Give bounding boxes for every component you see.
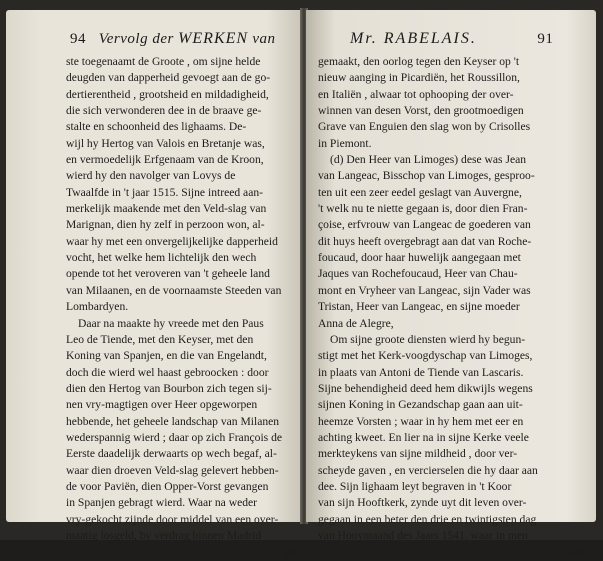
text-line: in Spanjen gebragt wierd. Waar na weder: [66, 496, 258, 510]
text-line: winnen van desen Vorst, den grootmoedigen: [318, 104, 524, 118]
right-page-number: 91: [537, 31, 554, 47]
text-line: van Milaanen, en de voornaamste Steeden van: [66, 283, 282, 297]
text-line: van sijn Hooftkerk, zynde uyt dit leven over-: [318, 496, 527, 510]
text-line: waar hy met een onvergelijkelijke dapperheid: [66, 234, 278, 248]
text-line: dee. Sijn lighaam leyt begraven in 't Koor: [318, 479, 512, 493]
text-line: ten uit een zeer eedel geslagt van Auvergne,: [318, 185, 522, 199]
text-line: aan: [569, 545, 586, 559]
text-line: Twaalfde in 't jaar 1515. Sijne intreed aan-: [66, 185, 264, 199]
text-line: waar dien droeven Veld-slag gelevert hebben-: [66, 463, 279, 477]
text-line: Leo de Tiende, met den Keyser, met den: [66, 332, 254, 346]
text-line: Koning van Spanjen, en die van Engelandt,: [66, 349, 267, 363]
text-line: Jaques van Rochefoucaud, Heer van Chau-: [318, 267, 518, 281]
text-line: en Italiën , alwaar tot ophooping der over-: [318, 87, 514, 101]
text-line: van Hooymaand des Jaars 1541. waar in men: [318, 528, 528, 542]
left-running-head-suffix: van: [252, 31, 276, 47]
text-line: deugden van dapperheid gevoegt aan de go-: [66, 71, 271, 85]
text-line: Grave van Enguien den slag won by Crisolles: [318, 120, 531, 134]
text-line: Om sijne groote diensten wierd hy begun-: [330, 332, 526, 346]
text-line: en vermoedelijk Erfgenaam van de Kroon,: [66, 153, 264, 167]
text-line: dit huys heeft overgebragt aan dat van Roche-: [318, 234, 532, 248]
right-running-head: [350, 30, 590, 52]
text-line: nen vry-magtigen over Heer opgeworpen: [66, 398, 258, 412]
text-line: merkteykens van sijne mildheid , door ver-: [318, 447, 518, 461]
text-line: gegaan in een beter den drie en twintigsten dag: [318, 512, 537, 526]
right-page: [306, 10, 596, 559]
text-line: opende tot het veroveren van 't geheele land: [66, 267, 270, 281]
text-line: ge-: [285, 545, 300, 559]
text-line: Marignan, dien hy zelf in perzoon won, al-: [66, 218, 265, 232]
text-line: wederspannig wierd ; daar op zich François de: [66, 430, 283, 444]
left-running-head: [70, 30, 300, 52]
text-line: in plaats van Antoni de Tiende van Lascaris.: [318, 365, 524, 379]
text-line: Eerste daadelijk derwaarts op wech begaf, al-: [66, 447, 277, 461]
text-line: sijnen Koning in Gezandschap gaan aan uit-: [318, 398, 523, 412]
left-running-head-title: WERKEN: [178, 30, 249, 47]
text-line: die sich verwonderen dee in de braave ge-: [66, 104, 262, 118]
text-line: Anna de Alegre,: [318, 316, 394, 330]
text-line: vocht, het welke hem lichtelijk den wech: [66, 251, 257, 265]
right-page-body: [318, 54, 590, 561]
text-line: ste toegenaamt de Groote , om sijne helde: [66, 55, 261, 68]
text-line: de voor Paviën, dien Opper-Vorst gevangen: [66, 479, 269, 493]
text-line: nieuw aanging in Picardiën, het Roussillon,: [318, 71, 520, 85]
text-line: wijl hy Hertog van Valois en Bretanje was,: [66, 136, 265, 150]
text-line: foucaud, door haar huwelijk aangegaan met: [318, 251, 521, 265]
text-line: vry-gekocht zijnde door middel van een over-: [66, 512, 279, 526]
text-line: maatig losgeld, by verdrag binnen Madrid: [66, 528, 262, 542]
text-line: Daar na maakte hy vreede met den Paus: [78, 316, 264, 330]
text-line: dien den Hertog van Bourbon zich tegen sij-: [66, 381, 272, 395]
text-line: Tristan, Heer van Langeac, en sijne moeder: [318, 300, 520, 314]
left-running-head-prefix: Vervolg der: [98, 31, 174, 47]
left-page-body: [66, 54, 304, 561]
text-line: Lombardyen.: [66, 300, 129, 314]
text-line: stigt met het Kerk-voogdyschap van Limoges,: [318, 349, 533, 363]
left-page-number: 94: [70, 31, 86, 47]
text-line: gemaakt, den oorlog tegen den Keyser op 't: [318, 55, 520, 68]
text-line: doch die wierd wel haast gebroocken : door: [66, 365, 269, 379]
text-line: wierd hy den navolger van Lovys de: [66, 169, 236, 183]
left-page: [6, 10, 302, 559]
text-line: merkelijk maakende met den Veld-slag van: [66, 202, 267, 216]
text-line: Sijne behendigheid deed hem dikwijls wegens: [318, 381, 533, 395]
text-line: (d) Den Heer van Limoges) dese was Jean: [330, 153, 527, 167]
text-line: dertierentheid , grootsheid en mildadigheid,: [66, 87, 269, 101]
text-line: mont en Vryheer van Langeac, sijn Vader was: [318, 283, 531, 297]
text-line: in Piemont.: [318, 136, 372, 150]
text-line: scheyde gaven , en vercierselen die hy daar aan: [318, 463, 538, 477]
text-line: 't welk nu te niette gegaan is, door dien Fran-: [318, 202, 528, 216]
text-line: van Langeac, Bisschop van Limoges, gesproo-: [318, 169, 535, 183]
text-line: çoise, erfvrouw van Langeac de goederen van: [318, 218, 531, 232]
text-line: stalte en schoonheid des lighaams. De-: [66, 120, 247, 134]
text-line: heemze Vorsten ; waar in hy hem met eer en: [318, 414, 524, 428]
right-running-head-title: Mr. RABELAIS.: [350, 30, 477, 47]
text-line: hebbende, het geheele landschap van Milanen: [66, 414, 280, 428]
text-line: achting kweet. En lier na in sijne Kerke veele: [318, 430, 529, 444]
